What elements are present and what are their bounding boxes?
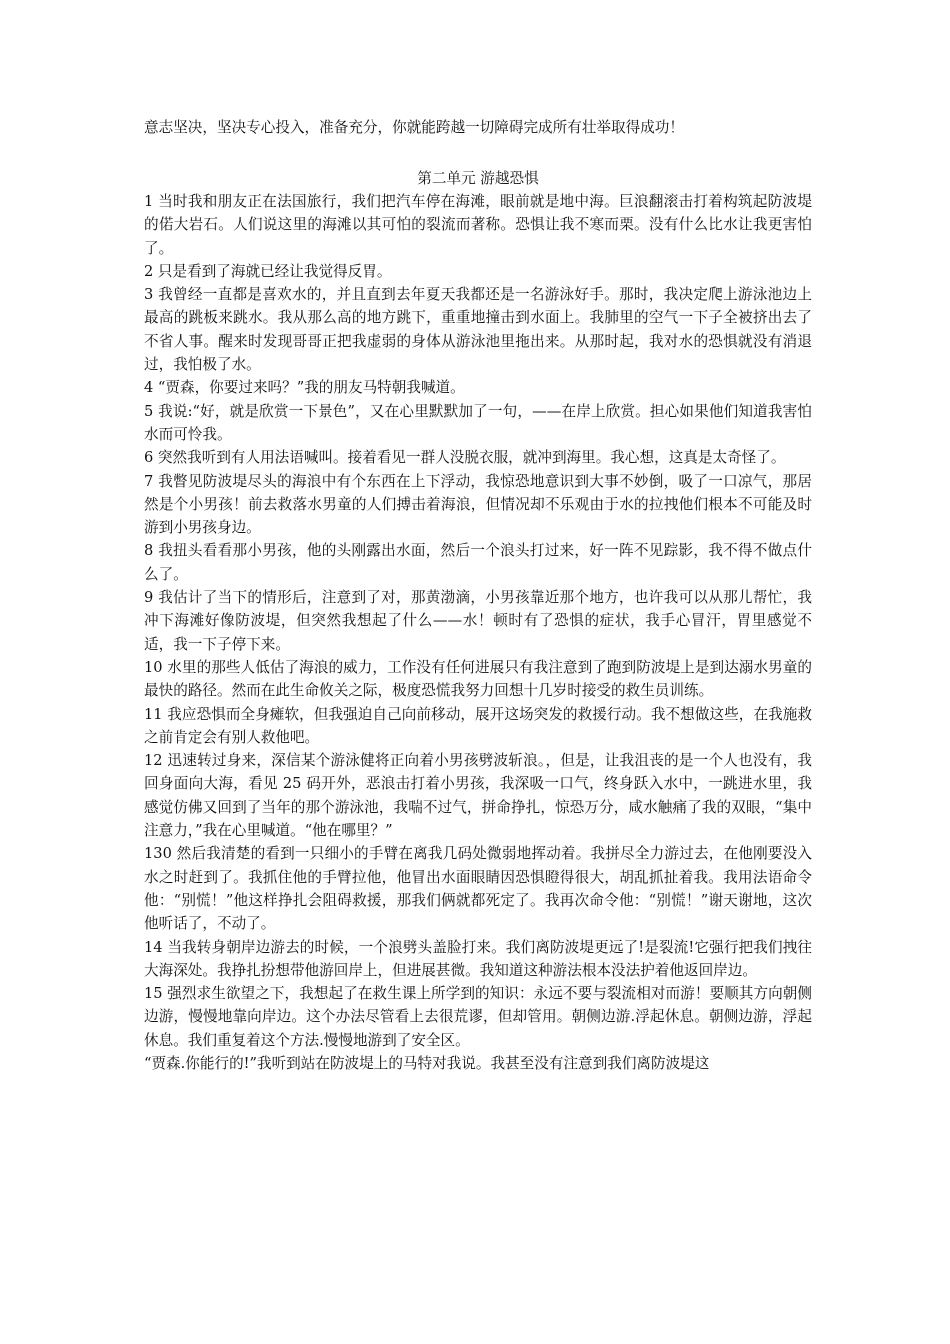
paragraph-1: 1 当时我和朋友正在法国旅行，我们把汽车停在海滩，眼前就是地中海。巨浪翻滚击打着构筑起防波堤的偌大岩石。人们说这里的海滩以其可怕的裂流而著称。恐惧让我不寒而栗。没有什么比水让我更害怕了。 [144, 193, 812, 257]
paragraph-8: 8 我扭头看看那小男孩，他的头刚露出水面，然后一个浪头打过来，好一阵不见踪影，我不得不做点什么了。 [144, 542, 812, 583]
paragraph-3: 3 我曾经一直都是喜欢水的，并且直到去年夏天我都还是一名游泳好手。那时，我决定爬上游泳池边上最高的跳板来跳水。我从那么高的地方跳下，重重地撞击到水面上。我肺里的空气一下子全被挤出去了不省人事。醒来时发现哥哥正把我虚弱的身体从游泳池里拖出来。从那时起，我对水的恐惧就没有消退过，我怕极了水。 [144, 286, 812, 374]
unit-title: 第二单元 游越恐惧 [417, 170, 539, 187]
paragraph-15: 15 强烈求生欲望之下，我想起了在救生课上所学到的知识：永远不要与裂流相对而游！要顺其方向朝侧边游，慢慢地靠向岸边。这个办法尽管看上去很荒谬，但却管用。朝侧边游.浮起休息。朝侧边游，浮起休息。我们重复着这个方法.慢慢地游到了安全区。 [144, 985, 812, 1049]
paragraph-4: 4 “贾森，你要过来吗？”我的朋友马特朝我喊道。 [144, 379, 465, 397]
story-body [144, 190, 812, 1075]
paragraph-9: 9 我估计了当下的情形后，注意到了对，那黄渤滴，小男孩靠近那个地方，也许我可以从那儿帮忙，我冲下海滩好像防波堤，但突然我想起了什么——水！顿时有了恐惧的症状，我手心冒汗，胃里感觉不适，我一下子停下来。 [144, 589, 812, 653]
paragraph-2: 2 只是看到了海就已经让我觉得反胃。 [144, 262, 392, 280]
paragraph-14: 14 当我转身朝岸边游去的时候，一个浪劈头盖脸打来。我们离防波堤更远了!是裂流!它强行把我们拽往大海深处。我挣扎扮想带他游回岸上，但进展甚微。我知道这种游法根本没法护着他返回岸边。 [144, 938, 812, 979]
paragraph-12: 12 迅速转过身来，深信某个游泳健将正向着小男孩劈波斩浪。，但是，让我沮丧的是一个人也没有，我回身面向大海，看见 25 码开外，恶浪击打着小男孩，我深吸一口气，终身跃入水中，一跳进水里，我感觉仿佛又回到了当年的那个游泳池，我喘不过气，拼命挣扎，惊恐万分，咸水触痛了我的双眼，“集中注意力，”我在心里喊道。“他在哪里？” [144, 752, 812, 840]
paragraph-7: 7 我瞥见防波堤尽头的海浪中有个东西在上下浮动，我惊恐地意识到大事不妙倒，吸了一口凉气，那居然是个小男孩！前去救落水男童的人们搏击着海浪，但情况却不乐观由于水的拉拽他们根本不可能及时游到小男孩身边。 [144, 472, 812, 537]
paragraph-16: “贾森.你能行的!”我听到站在防波堤上的马特对我说。我甚至没有注意到我们离防波堤这 [144, 1054, 710, 1072]
paragraph-11: 11 我应恐惧而全身瘫软，但我强迫自己向前移动，展开这场突发的救援行动。我不想做这些，在我施救之前肯定会有别人救他吧。 [144, 705, 812, 746]
paragraph-10: 10 水里的那些人低估了海浪的威力，工作没有任何进展只有我注意到了跑到防波堤上是到达溺水男童的最快的路径。然而在此生命攸关之际，极度恐慌我努力回想十几岁时接受的救生员训练。 [144, 658, 812, 700]
document-page [144, 116, 812, 1075]
paragraph-6: 6 突然我听到有人用法语喊叫。接着看见一群人没脱衣服，就冲到海里。我心想，这真是太奇怪了。 [144, 449, 786, 467]
intro-line: 意志坚决，坚决专心投入，准备充分，你就能跨越一切障碍完成所有壮举取得成功！ [144, 119, 684, 136]
paragraph-5: 5 我说:“好，就是欣赏一下景色”，又在心里默默加了一句，——在岸上欣赏。担心如果他们知道我害怕水而可怜我。 [144, 402, 812, 443]
paragraph-13: 130 然后我清楚的看到一只细小的手臂在离我几码处微弱地挥动着。我拼尽全力游过去，在他刚要没入水之时赶到了。我抓住他的手臂拉他，他冒出水面眼睛因恐惧瞪得很大，胡乱抓扯着我。我用法语命令他：“别慌！”他这样挣扎会阻碍救援，那我们俩就都死定了。我再次命令他：“别慌！”谢天谢地，这次他听话了，不动了。 [144, 845, 812, 933]
